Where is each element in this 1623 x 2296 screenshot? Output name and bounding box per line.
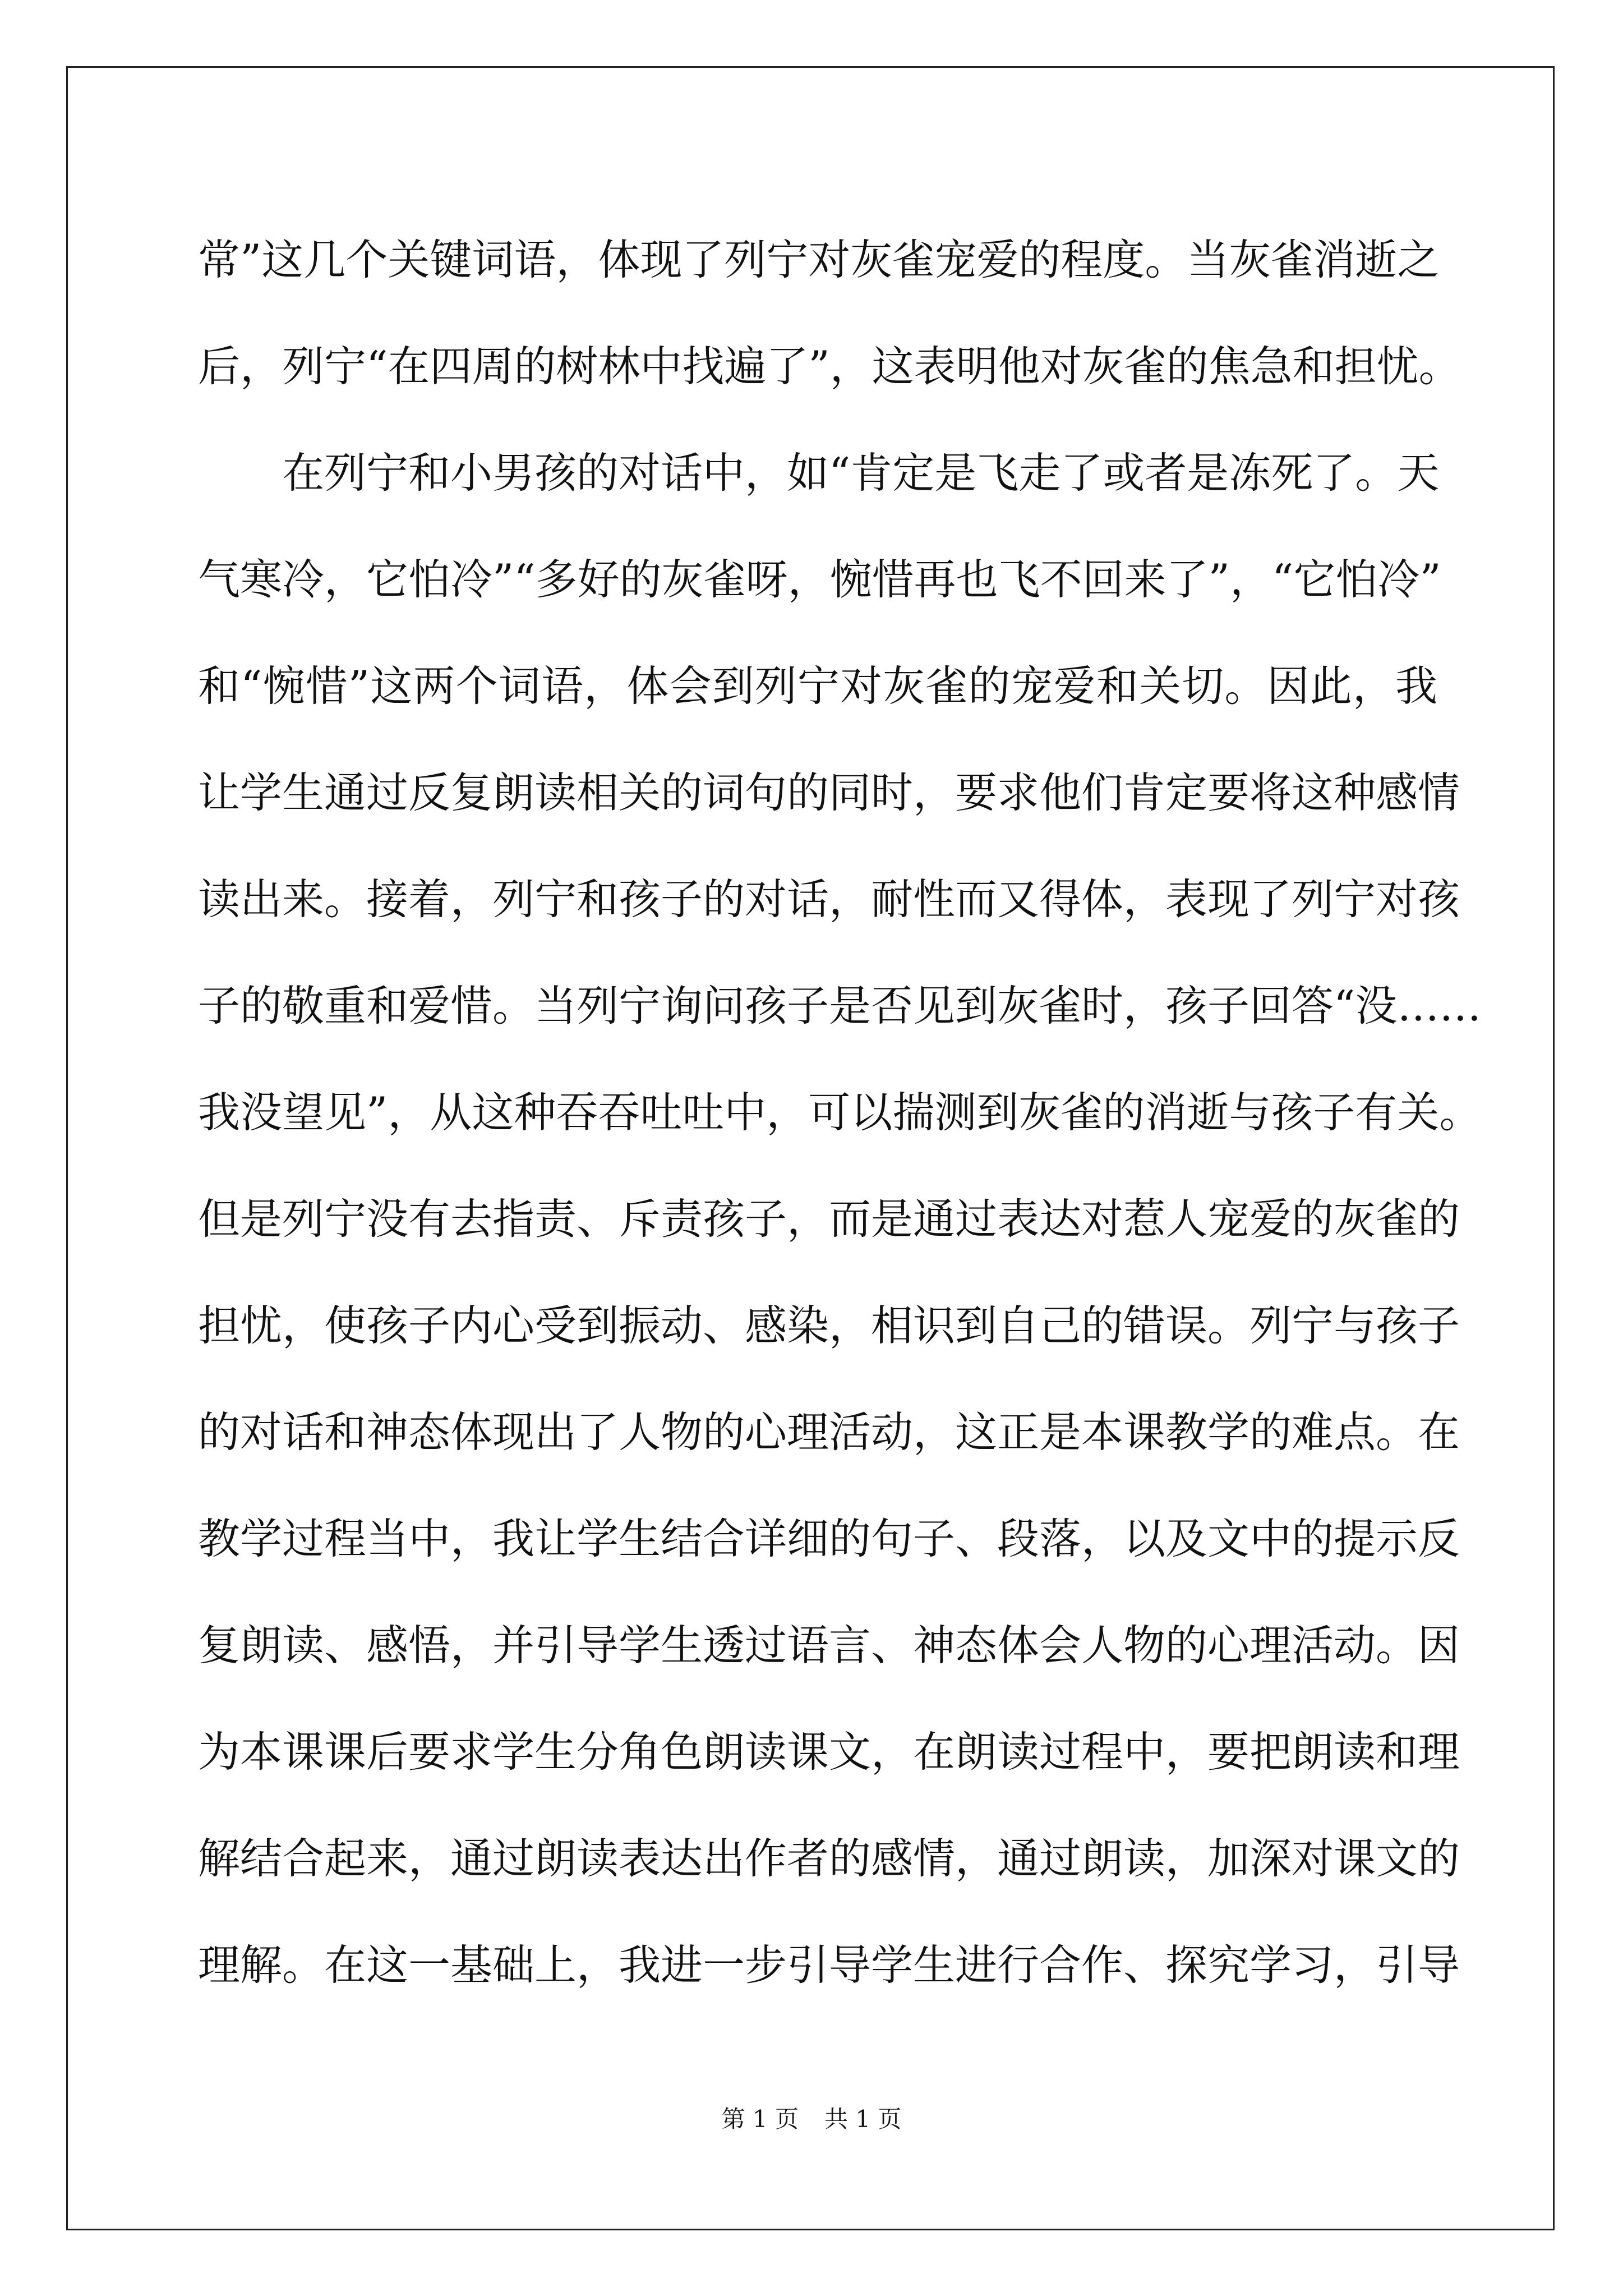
text-line: 让学生通过反复朗读相关的词句的同时，要求他们肯定要将这种感情: [198, 768, 1460, 817]
text-line: 子的敬重和爱惜。当列宁询问孩子是否见到灰雀时，孩子回答“没……: [198, 981, 1482, 1030]
text-line: 教学过程当中，我让学生结合详细的句子、段落，以及文中的提示反: [198, 1514, 1460, 1563]
document-body: [198, 206, 1482, 2018]
page-footer: [0, 2101, 1623, 2134]
text-line: 复朗读、感悟，并引导学生透过语言、神态体会人物的心理活动。因: [198, 1621, 1460, 1670]
text-line: 后，列宁“在四周的树林中找遍了”，这表明他对灰雀的焦急和担忧。: [198, 342, 1461, 391]
text-line: 解结合起来，通过朗读表达出作者的感情，通过朗读，加深对课文的: [198, 1834, 1460, 1883]
text-line: 读出来。接着，列宁和孩子的对话，耐性而又得体，表现了列宁对孩: [198, 875, 1460, 924]
page-number: 第 1 页: [721, 2105, 799, 2133]
text-line: 担忧，使孩子内心受到振动、感染，相识到自己的错误。列宁与孩子: [198, 1301, 1460, 1350]
text-line: 但是列宁没有去指责、斥责孩子，而是通过表达对惹人宠爱的灰雀的: [198, 1194, 1460, 1244]
text-line: 和“惋惜”这两个词语，体会到列宁对灰雀的宠爱和关切。因此，我: [198, 661, 1437, 711]
text-line: 为本课课后要求学生分角色朗读课文，在朗读过程中，要把朗读和理: [198, 1727, 1460, 1777]
text-line: 我没望见”，从这种吞吞吐吐中，可以揣测到灰雀的消逝与孩子有关。: [198, 1088, 1482, 1137]
text-line: 常”这几个关键词语，体现了列宁对灰雀宠爱的程度。当灰雀消逝之: [198, 235, 1440, 284]
text-line: 气寒冷，它怕冷”“多好的灰雀呀，惋惜再也飞不回来了”，“它怕冷”: [198, 555, 1441, 604]
paragraph-first-line: 在列宁和小男孩的对话中，如“肯定是飞走了或者是冻死了。天: [282, 448, 1440, 498]
text-line: 理解。在这一基础上，我进一步引导学生进行合作、探究学习，引导: [198, 1940, 1460, 1990]
page-total: 共 1 页: [824, 2105, 902, 2133]
text-line: 的对话和神态体现出了人物的心理活动，这正是本课教学的难点。在: [198, 1407, 1460, 1457]
